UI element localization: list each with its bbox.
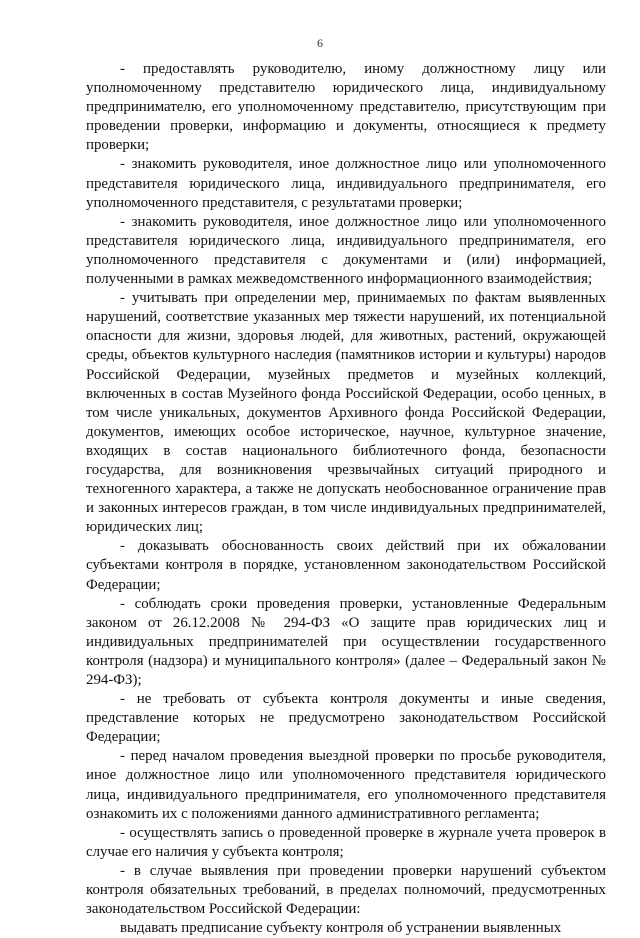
paragraph: - предоставлять руководителю, иному должностному лицу или уполномоченному представителю юридического лица, индивидуальному предпринимателю, его уполномоченному представителю, присутствующим при проведении проверки, информацию и документы, относящиеся к предмету проверки; — [86, 61, 606, 154]
paragraph: - осуществлять запись о проведенной проверке в журнале учета проверок в случае его наличия у субъекта контроля; — [86, 824, 606, 860]
paragraph: - знакомить руководителя, иное должностное лицо или уполномоченного представителя юридического лица, индивидуального предпринимателя, его уполномоченного представителя, с результатами проверки; — [86, 156, 606, 211]
paragraph: - учитывать при определении мер, принимаемых по фактам выявленных нарушений, соответствие указанных мер тяжести нарушений, их потенциальной опасности для жизни, здоровья людей, для животных, растений, окружающей среды, объектов культурного наследия (памятников истории и культуры) народов Российской Федерации, музейных предметов и музейных коллекций, включенных в состав Музейного фонда Российской Федерации, особо ценных, в том числе уникальных, документов Архивного фонда Российской Федерации, документов, имеющих особое историческое, научное, культурное значение, входящих в состав национального библиотечного фонда, безопасности государства, для возникновения чрезвычайных ситуаций природного и техногенного характера, а также не допускать необоснованное ограничение прав и законных интересов граждан, в том числе индивидуальных предпринимателей, юридических лиц; — [86, 290, 606, 536]
paragraph: - соблюдать сроки проведения проверки, установленные Федеральным законом от 26.12.2008 № 294-ФЗ «О защите прав юридических лиц и индивидуальных предпринимателей при осуществлении государственного контроля (надзора) и муниципального контроля» (далее – Федеральный закон № 294-ФЗ); — [86, 595, 606, 688]
paragraph: выдавать предписание субъекту контроля об устранении выявленных — [120, 920, 562, 937]
paragraph: - не требовать от субъекта контроля документы и иные сведения, представление которых не предусмотрено законодательством Российской Федерации; — [86, 691, 606, 746]
paragraph: - в случае выявления при проведении проверки нарушений субъектом контроля обязательных требований, в пределах полномочий, предусмотренных законодательством Российской Федерации: — [86, 862, 606, 918]
paragraph: - доказывать обоснованность своих действий при их обжаловании субъектами контроля в порядке, установленном законодательством Российской Федерации; — [86, 538, 606, 593]
paragraph: - знакомить руководителя, иное должностное лицо или уполномоченного представителя юридического лица, индивидуального предпринимателя, его уполномоченного представителя с документами и (или) информацией, полученными в рамках межведомственного информационного взаимодействия; — [86, 213, 606, 288]
page-number: 6 — [317, 36, 323, 50]
document-body — [86, 60, 606, 938]
paragraph: - перед началом проведения выездной проверки по просьбе руководителя, иное должностное лицо или уполномоченного представителя юридического лица, индивидуального предпринимателя, его уполномоченного представителя ознакомить их с положениями данного административного регламента; — [86, 748, 606, 822]
